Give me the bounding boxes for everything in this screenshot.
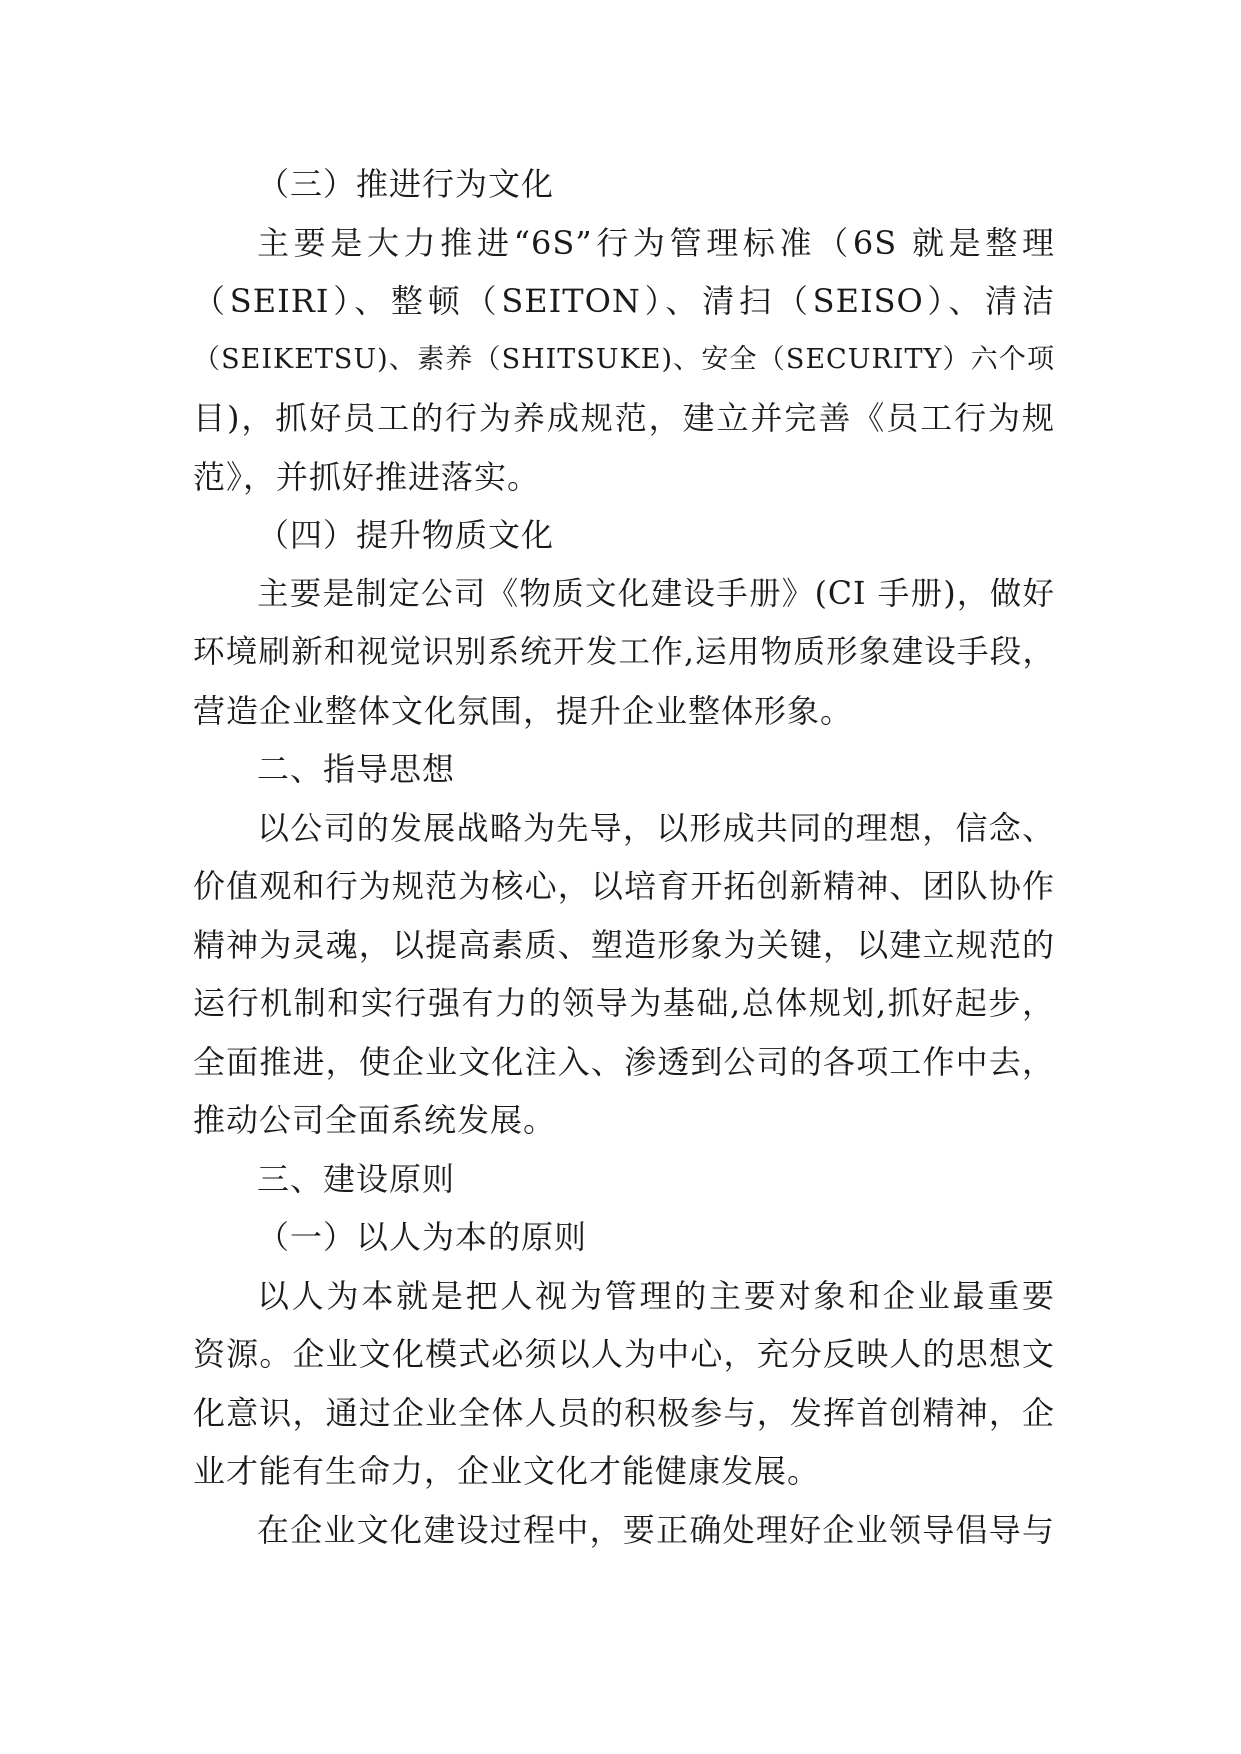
paragraph-line: （SEIRI）、整顿（SEITON）、清扫（SEISO）、清洁 (193, 282, 1055, 320)
paragraph-line: 以公司的发展战略为先导，以形成共同的理想，信念、 (257, 808, 1055, 847)
paragraph-line: 目)，抓好员工的行为养成规范，建立并完善《员工行为规 (193, 399, 1055, 437)
paragraph-line: 运行机制和实行强有力的领导为基础,总体规划,抓好起步， (193, 984, 1055, 1022)
paragraph-line: 范》，并抓好推进落实。 (193, 457, 541, 496)
paragraph-line: 营造企业整体文化氛围，提升企业整体形象。 (193, 691, 854, 730)
heading-promote-behavior-culture: （三）推进行为文化 (257, 165, 555, 203)
heading-construction-principles: 三、建设原则 (257, 1159, 456, 1198)
paragraph-line: 推动公司全面系统发展。 (193, 1101, 557, 1139)
paragraph-line: 环境刷新和视觉识别系统开发工作,运用物质形象建设手段， (193, 634, 1055, 670)
heading-guiding-ideology: 二、指导思想 (257, 750, 456, 788)
document-body (193, 155, 1055, 1559)
paragraph-line: 以人为本就是把人视为管理的主要对象和企业最重要 (257, 1276, 1055, 1315)
paragraph-line: 价值观和行为规范为核心，以培育开拓创新精神、团队协作 (193, 867, 1055, 905)
paragraph-line: 化意识，通过企业全体人员的积极参与，发挥首创精神，企 (193, 1393, 1055, 1432)
heading-people-oriented-principle: （一）以人为本的原则 (257, 1218, 588, 1256)
paragraph-line: 在企业文化建设过程中，要正确处理好企业领导倡导与 (257, 1510, 1055, 1549)
paragraph-line: 业才能有生命力，企业文化才能健康发展。 (193, 1452, 821, 1490)
paragraph-line: 全面推进，使企业文化注入、渗透到公司的各项工作中去， (193, 1042, 1055, 1081)
paragraph-line: 主要是大力推进“6S”行为管理标准（6S 就是整理 (257, 223, 1055, 262)
paragraph-line: 精神为灵魂，以提高素质、塑造形象为关键，以建立规范的 (193, 925, 1055, 964)
paragraph-line: 资源。企业文化模式必须以人为中心，充分反映人的思想文 (193, 1335, 1055, 1373)
heading-improve-material-culture: （四）提升物质文化 (257, 516, 555, 554)
paragraph-line: （SEIKETSU)、素养（SHITSUKE)、安全（SECURITY）六个项 (193, 343, 1055, 375)
paragraph-line: 主要是制定公司《物质文化建设手册》(CI 手册)，做好 (257, 575, 1055, 612)
